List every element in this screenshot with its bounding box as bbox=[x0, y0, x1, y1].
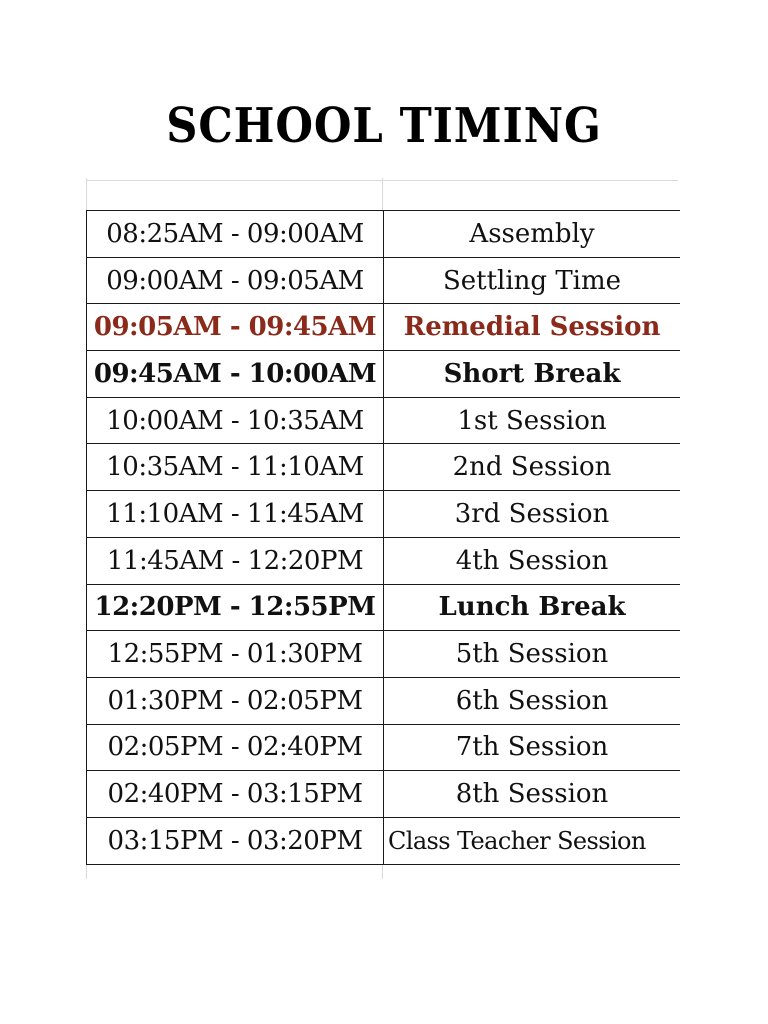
time-slot-cell: 08:25AM - 09:00AM bbox=[87, 211, 384, 258]
table-row bbox=[87, 537, 681, 584]
activity-cell: 7th Session bbox=[384, 724, 681, 771]
table-row bbox=[87, 631, 681, 678]
table-row bbox=[87, 817, 681, 864]
time-slot-cell: 09:05AM - 09:45AM bbox=[87, 304, 384, 351]
activity-cell: Short Break bbox=[384, 351, 681, 398]
time-slot-cell: 12:20PM - 12:55PM bbox=[87, 584, 384, 631]
time-slot-cell: 11:45AM - 12:20PM bbox=[87, 537, 384, 584]
time-slot-cell: 02:40PM - 03:15PM bbox=[87, 771, 384, 818]
table-row bbox=[87, 724, 681, 771]
gridline bbox=[382, 178, 383, 212]
page-title: SCHOOL TIMING bbox=[166, 98, 602, 154]
time-slot-cell: 03:15PM - 03:20PM bbox=[87, 817, 384, 864]
activity-cell: 2nd Session bbox=[384, 444, 681, 491]
activity-cell: Class Teacher Session bbox=[384, 817, 681, 864]
table-row bbox=[87, 584, 681, 631]
schedule-body bbox=[87, 211, 681, 865]
table-row bbox=[87, 444, 681, 491]
activity-cell: 5th Session bbox=[384, 631, 681, 678]
table-row bbox=[87, 771, 681, 818]
activity-cell: Lunch Break bbox=[384, 584, 681, 631]
activity-cell: Assembly bbox=[384, 211, 681, 258]
time-slot-cell: 10:35AM - 11:10AM bbox=[87, 444, 384, 491]
gridline bbox=[86, 178, 87, 212]
activity-cell: 6th Session bbox=[384, 677, 681, 724]
activity-cell: Remedial Session bbox=[384, 304, 681, 351]
activity-cell: 4th Session bbox=[384, 537, 681, 584]
table-row bbox=[87, 491, 681, 538]
time-slot-cell: 09:00AM - 09:05AM bbox=[87, 257, 384, 304]
activity-cell: Settling Time bbox=[384, 257, 681, 304]
time-slot-cell: 10:00AM - 10:35AM bbox=[87, 397, 384, 444]
activity-cell: 3rd Session bbox=[384, 491, 681, 538]
table-row bbox=[87, 304, 681, 351]
table-row bbox=[87, 257, 681, 304]
table-row bbox=[87, 351, 681, 398]
gridline bbox=[86, 865, 87, 879]
time-slot-cell: 12:55PM - 01:30PM bbox=[87, 631, 384, 678]
table-row bbox=[87, 211, 681, 258]
time-slot-cell: 11:10AM - 11:45AM bbox=[87, 491, 384, 538]
activity-cell: 8th Session bbox=[384, 771, 681, 818]
table-row bbox=[87, 397, 681, 444]
time-slot-cell: 02:05PM - 02:40PM bbox=[87, 724, 384, 771]
gridline bbox=[382, 865, 383, 879]
schedule-table bbox=[86, 210, 680, 865]
activity-cell: 1st Session bbox=[384, 397, 681, 444]
time-slot-cell: 09:45AM - 10:00AM bbox=[87, 351, 384, 398]
table-row bbox=[87, 677, 681, 724]
time-slot-cell: 01:30PM - 02:05PM bbox=[87, 677, 384, 724]
